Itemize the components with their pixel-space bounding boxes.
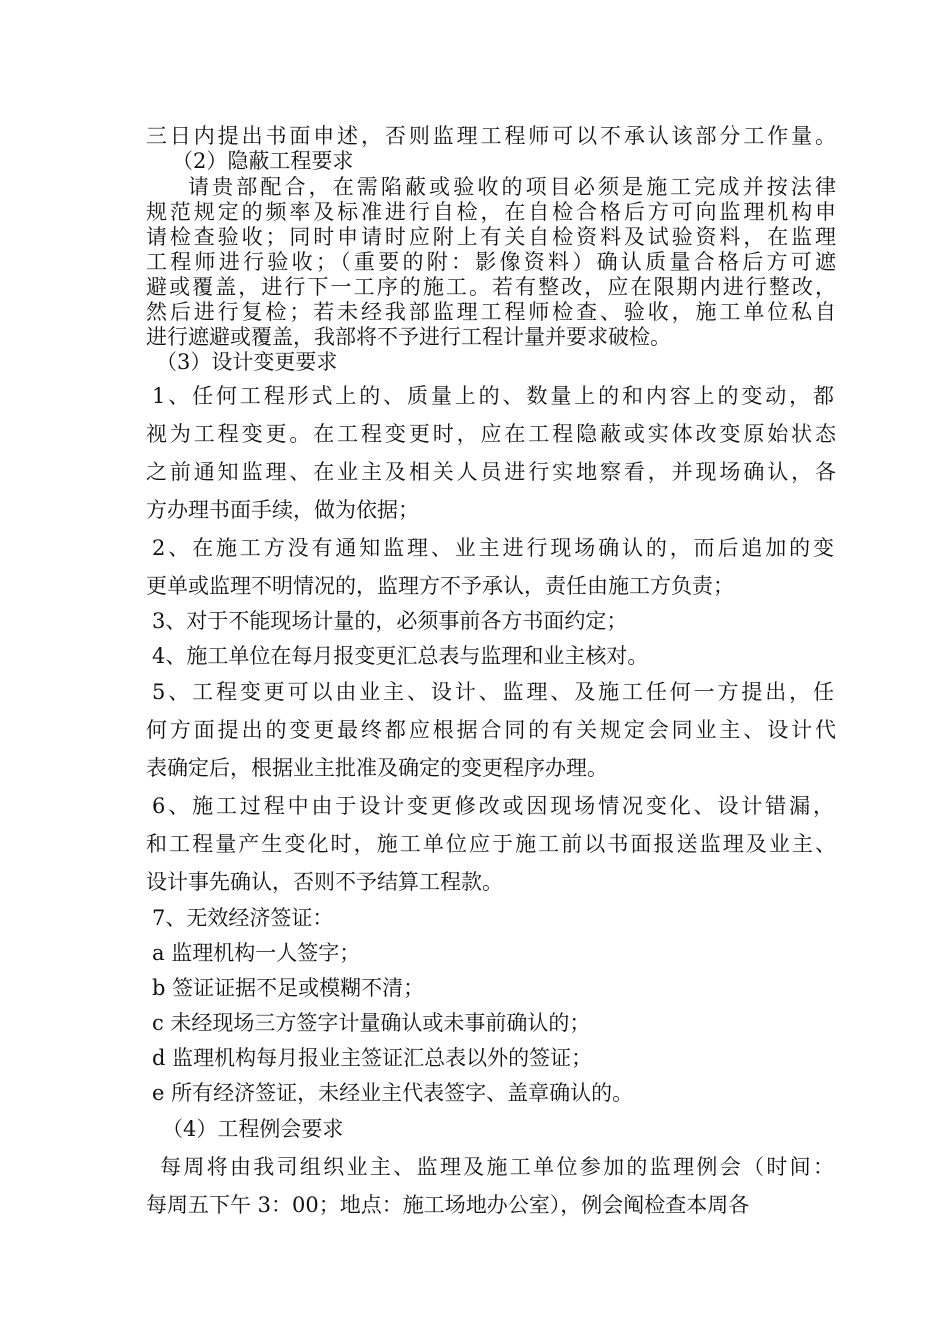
- list-item: 1、任何工程形式上的、质量上的、数量上的和内容上的变动，都: [152, 384, 834, 408]
- list-item: 7、无效经济签证：: [152, 906, 334, 930]
- paragraph-line: 之前通知监理、在业主及相关人员进行实地察看，并现场确认，各: [146, 460, 836, 484]
- paragraph-line: 每周将由我司组织业主、监理及施工单位参加的监理例会（时间：: [160, 1155, 834, 1179]
- paragraph-line: 请贵部配合，在需陷蔽或验收的项目必须是施工完成并按法律: [188, 175, 836, 199]
- sub-list-item: c 未经现场三方签字计量确认或未事前确认的；: [152, 1011, 591, 1035]
- paragraph-line: 每周五下午 3：00；地点：施工场地办公室），例会阄检查本周各: [146, 1193, 750, 1217]
- paragraph-line: 工程师进行验收；（重要的附：影像资料）确认质量合格后方可遮: [146, 250, 836, 274]
- paragraph-line: 避或覆盖，进行下一工序的施工。若有整改，应在限期内进行整改，: [146, 275, 836, 299]
- paragraph-line: 三日内提出书面申述，否则监理工程师可以不承认该部分工作量。: [146, 124, 836, 148]
- list-item: 3、对于不能现场计量的，必须事前各方书面约定；: [152, 609, 628, 633]
- sub-list-item: a 监理机构一人签字；: [152, 941, 361, 965]
- sub-list-item: d 监理机构每月报业主签证汇总表以外的签证；: [152, 1046, 593, 1070]
- section-heading: （3）设计变更要求: [156, 350, 338, 374]
- paragraph-line: 表确定后，根据业主批准及确定的变更程序办理。: [146, 756, 608, 780]
- section-heading: （2）隐蔽工程要求: [172, 149, 354, 173]
- section-heading: （4）工程例会要求: [162, 1117, 344, 1141]
- sub-list-item: e 所有经济签证，未经业主代表签字、盖章确认的。: [152, 1081, 634, 1105]
- paragraph-line: 进行遮避或覆盖，我部将不予进行工程计量并要求破检。: [146, 325, 671, 349]
- paragraph-line: 更单或监理不明情况的，监理方不予承认，责任由施工方负责；: [146, 574, 734, 598]
- list-item: 5、工程变更可以由业主、设计、监理、及施工任何一方提出，任: [152, 680, 834, 704]
- paragraph-line: 规范规定的频率及标准进行自检，在自检合格后方可向监理机构申: [146, 200, 836, 224]
- list-item: 4、施工单位在每月报变更汇总表与监理和业主核对。: [152, 644, 649, 668]
- list-item: 6、施工过程中由于设计变更修改或因现场情况变化、设计错漏，: [152, 794, 834, 818]
- paragraph-line: 请检查验收；同时申请时应附上有关自检资料及试验资料，在监理: [146, 225, 836, 249]
- sub-list-item: b 签证证据不足或模糊不清；: [152, 976, 425, 1000]
- paragraph-line: 视为工程变更。在工程变更时，应在工程隐蔽或实体改变原始状态: [146, 422, 836, 446]
- paragraph-line: 然后进行复检；若未经我部监理工程师检查、验收，施工单位私自: [146, 300, 836, 324]
- paragraph-line: 方办理书面手续，做为依据；: [146, 498, 419, 522]
- list-item: 2、在施工方没有通知监理、业主进行现场确认的，而后追加的变: [152, 536, 834, 560]
- paragraph-line: 和工程量产生变化时，施工单位应于施工前以书面报送监理及业主、: [146, 832, 836, 856]
- paragraph-line: 何方面提出的变更最终都应根据合同的有关规定会同业主、设计代: [146, 718, 836, 742]
- paragraph-line: 设计事先确认，否则不予结算工程款。: [146, 870, 503, 894]
